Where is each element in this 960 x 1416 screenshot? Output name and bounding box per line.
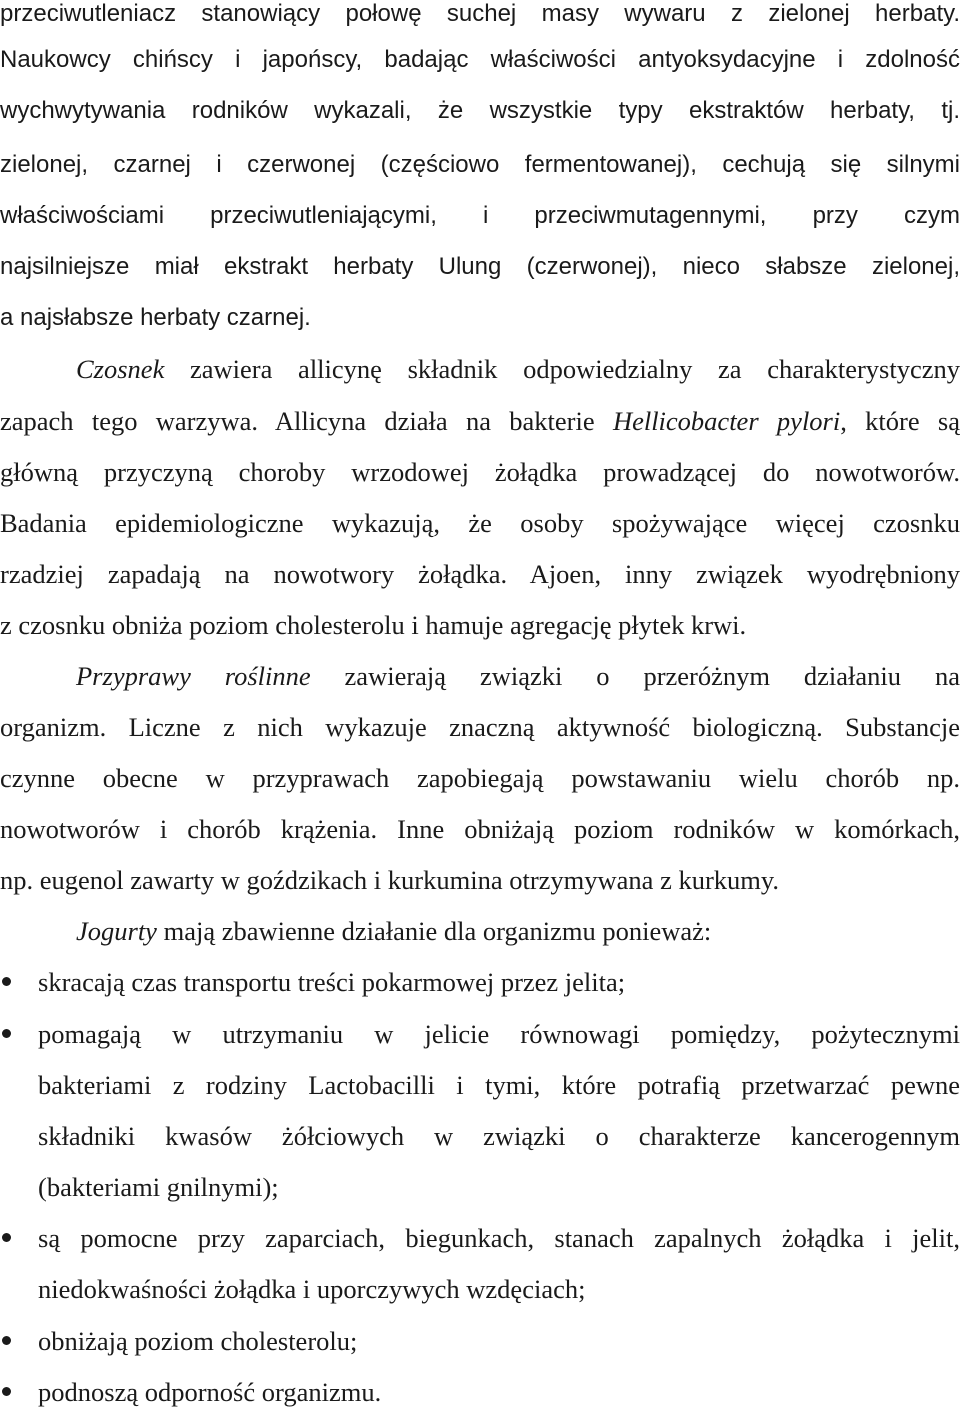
para2-line: główną przyczyną choroby wrzodowej żołądka prowadzącej do nowotworów. (0, 457, 960, 487)
para1-line: a najsłabsze herbaty czarnej. (0, 304, 311, 331)
para2-line: Badania epidemiologiczne wykazują, że osoby spożywające więcej czosnku (0, 508, 960, 538)
para3-line: czynne obecne w przyprawach zapobiegają powstawaniu wielu chorób np. (0, 763, 960, 793)
list-item-continuation: bakteriami z rodziny Lactobacilli i tymi, które potrafią przetwarzać pewne (38, 1070, 960, 1100)
list-item: pomagają w utrzymaniu w jelicie równowagi pomiędzy, pożytecznymi (38, 1019, 960, 1049)
para3-line: np. eugenol zawarty w goździkach i kurkumina otrzymywana z kurkumy. (0, 865, 780, 895)
para4-text: mają zbawienne działanie dla organizmu ponieważ: (156, 916, 712, 946)
para2-text: zapach tego warzywa. Allicyna działa na bakterie (0, 406, 613, 436)
para1-line: wychwytywania rodników wykazali, że wszystkie typy ekstraktów herbaty, tj. (0, 97, 960, 124)
list-item: są pomocne przy zaparciach, biegunkach, stanach zapalnych żołądka i jelit, (38, 1223, 960, 1253)
para3-line (0, 656, 960, 696)
term-przyprawy: Przyprawy roślinne (76, 661, 311, 691)
list-item-continuation: niedokwaśności żołądka i uporczywych wzdęciach; (38, 1274, 586, 1304)
para3-line: nowotworów i chorób krążenia. Inne obniżają poziom rodników w komórkach, (0, 814, 960, 844)
para1-line: właściwościami przeciwutleniającymi, i przeciwmutagennymi, przy czym (0, 202, 960, 229)
term-czosnek: Czosnek (76, 354, 165, 384)
para3-line: organizm. Liczne z nich wykazuje znaczną aktywność biologiczną. Substancje (0, 712, 960, 742)
list-item-continuation: (bakteriami gnilnymi); (38, 1172, 279, 1202)
list-item: podnoszą odporność organizmu. (38, 1377, 382, 1407)
para3-text: zawierają związki o przeróżnym działaniu na (310, 661, 960, 691)
list-item: obniżają poziom cholesterolu; (38, 1326, 358, 1356)
para2-text: zawiera allicynę składnik odpowiedzialny za charakterystyczny (164, 354, 960, 384)
term-jogurty: Jogurty (76, 916, 157, 946)
para2-line: z czosnku obniża poziom cholesterolu i hamuje agregację płytek krwi. (0, 610, 747, 640)
para1-line: Naukowcy chińscy i japońscy, badając właściwości antyoksydacyjne i zdolność (0, 46, 960, 73)
para2-line: rzadziej zapadają na nowotwory żołądka. Ajoen, inny związek wyodrębniony (0, 559, 960, 589)
list-item-continuation: składniki kwasów żółciowych w związki o charakterze kancerogennym (38, 1121, 960, 1151)
para2-line (0, 401, 960, 441)
para1-line: zielonej, czarnej i czerwonej (częściowo fermentowanej), cechują się silnymi (0, 151, 960, 178)
para2-text: , które są (840, 406, 960, 436)
para2-line (0, 349, 960, 389)
para4-line (0, 911, 960, 951)
para1-line: przeciwutleniacz stanowiący połowę suchej masy wywaru z zielonej herbaty. (0, 0, 960, 27)
term-hellicobacter: Hellicobacter pylori (612, 406, 841, 436)
list-item: skracają czas transportu treści pokarmowej przez jelita; (38, 967, 626, 997)
para1-line: najsilniejsze miał ekstrakt herbaty Ulung (czerwonej), nieco słabsze zielonej, (0, 253, 960, 280)
